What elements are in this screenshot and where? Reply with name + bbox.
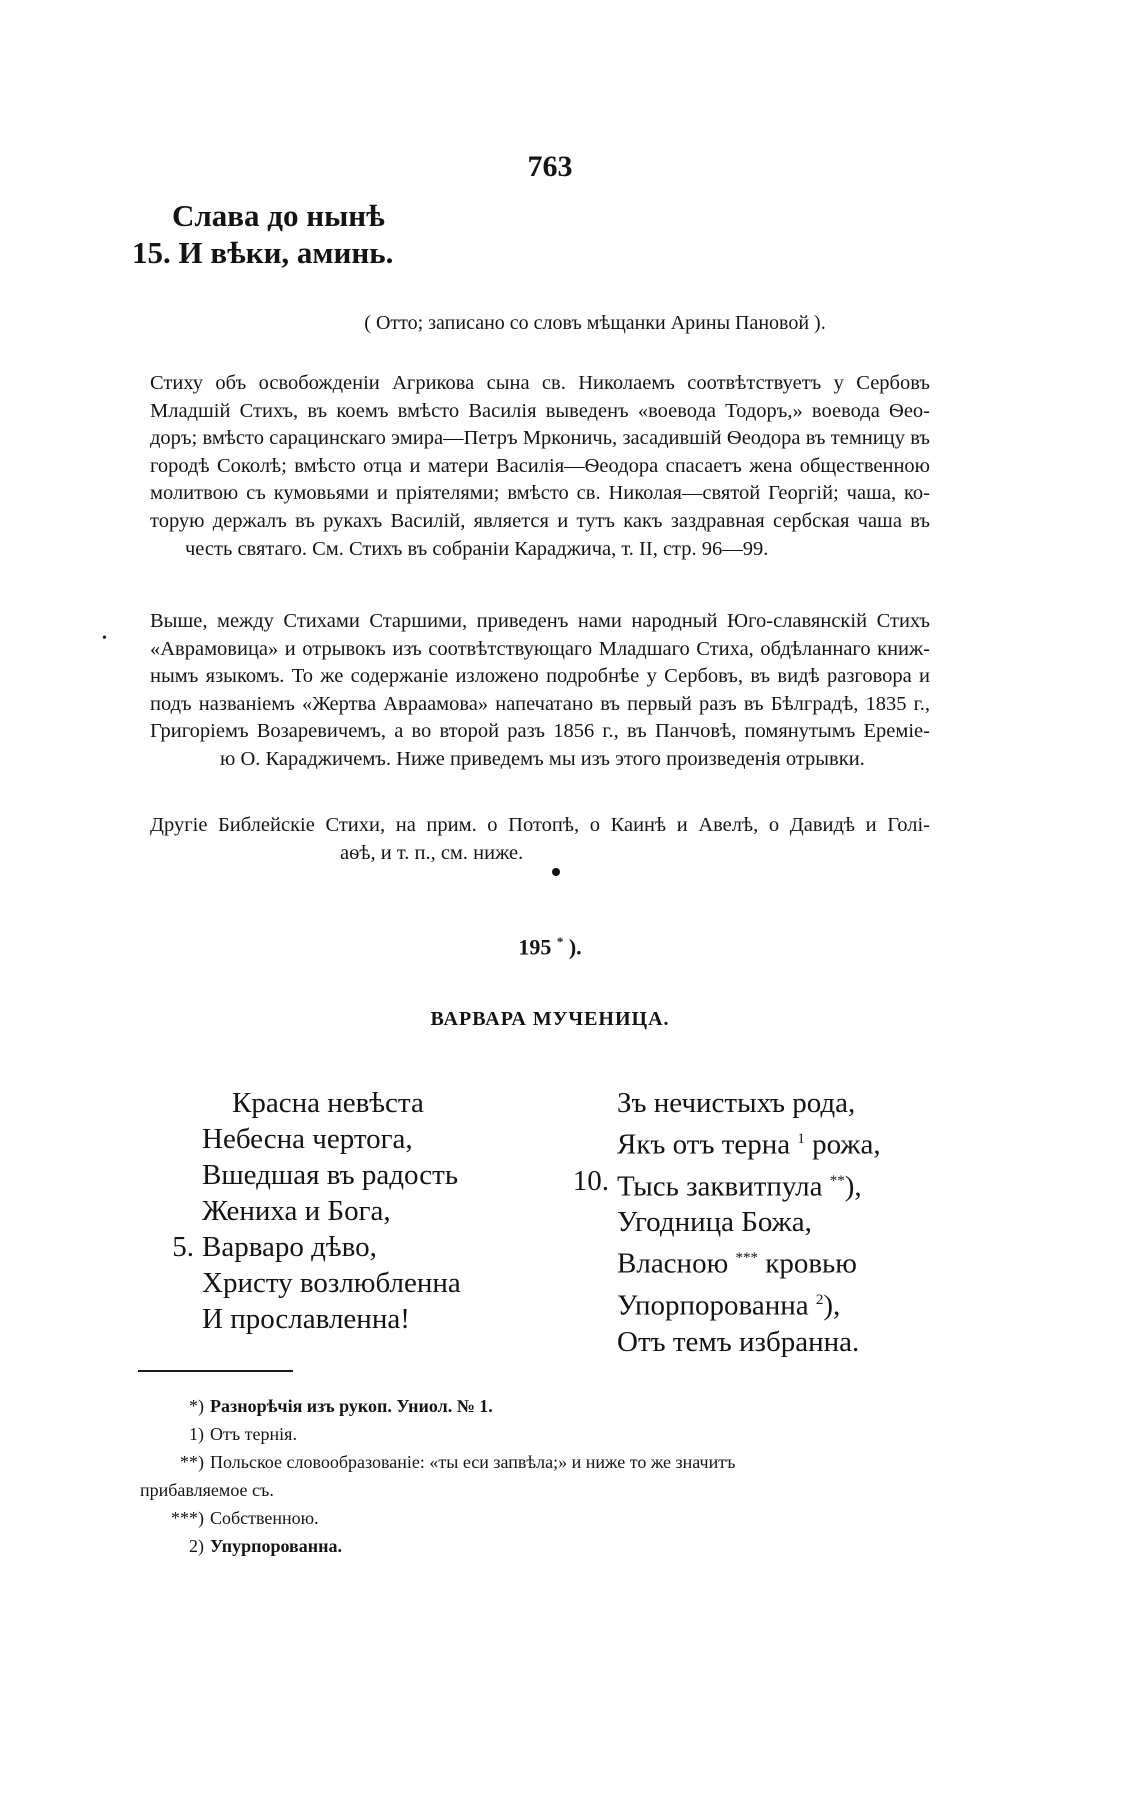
paragraph-line: молитвою съ кумовьями и пріятелями; вмѣсто св. Николая—святой Георгій; чаша, ко-	[150, 482, 930, 505]
poem-left-column	[172, 1085, 461, 1337]
verse-text: И вѣки, аминь.	[178, 235, 394, 270]
verse-number: 15.	[132, 235, 171, 270]
paragraph-line: доръ; вмѣсто сарацинскаго эмира—Петръ Мрконичь, засадившій Ѳеодора въ темницу въ	[150, 427, 930, 450]
footnote-ref: ***	[735, 1250, 758, 1267]
poem-line: Красна невѣста	[232, 1087, 424, 1119]
paragraph-line: «Аврамовица» и отрывокъ изъ соотвѣтствующаго Младшаго Стиха, обдѣланнаго книж-	[150, 637, 930, 660]
paragraph-line: городѣ Соколѣ; вмѣсто отца и матери Василія—Ѳеодора спасаетъ жена общественною	[150, 454, 930, 477]
poem-line: Власною *** кровью	[617, 1247, 857, 1280]
section-number-value: 195	[518, 934, 552, 960]
paragraph-line: подъ названіемъ «Жертва Авраамова» напечатано въ первый разъ въ Бѣлградѣ, 1835 г.,	[150, 692, 930, 715]
page-number: 763	[527, 150, 573, 183]
poem-line: Отъ темъ избранна.	[617, 1325, 860, 1358]
poem-line: Вшедшая въ радость	[202, 1159, 459, 1191]
poem-line: Упорпорованна $^2$),	[617, 1289, 841, 1322]
poem-line: Небесна чертога,	[202, 1123, 413, 1155]
poem-line: И прославленна!	[202, 1303, 410, 1335]
paragraph-line: Стиху объ освобожденіи Агрикова сына св. Николаемъ соотвѣтствуетъ у Сербовъ	[150, 372, 930, 394]
poem-title: ВАРВАРА МУЧЕНИЦА.	[430, 1008, 670, 1030]
margin-mark: •	[102, 631, 107, 646]
paragraph-other-verses	[150, 812, 930, 867]
footnote-continuation: прибавляемое съ.	[140, 1480, 274, 1500]
footnote: 2) Упурпорованна.	[189, 1536, 343, 1556]
poem-right-column	[572, 1085, 881, 1360]
paragraph-line: нымъ языкомъ. То же содержаніе изложено подробнѣе у Сербовъ, въ видѣ разговора и	[150, 665, 930, 688]
paragraph-line: торую держалъ въ рукахъ Василій, является и тутъ какъ заздравная сербская чаша въ	[150, 509, 930, 532]
paragraph-line: Другіе Библейскіе Стихи, на прим. о Потопѣ, о Каинѣ и Авелѣ, о Давидѣ и Голі-	[150, 814, 930, 836]
poem-line: Христу возлюбленна	[202, 1267, 461, 1299]
section-number	[0, 934, 1100, 960]
paragraph-line: аѳѣ, и т. п., см. ниже.	[340, 841, 524, 864]
paragraph-serbian-verse	[150, 370, 930, 563]
paragraph-line: честь святаго. См. Стихъ въ собраніи Караджича, т. II, стр. 96—99.	[185, 537, 769, 560]
footnote-ref: **	[829, 1172, 845, 1189]
verse-line-1: Слава до нынѣ	[172, 198, 385, 233]
paragraph-line: Выше, между Стихами Старшими, приведенъ нами народный Юго-славянскій Стихъ	[150, 610, 930, 632]
ink-dot	[552, 868, 560, 876]
poem-line: Зъ нечистыхъ рода,	[617, 1087, 856, 1119]
section-number-close: ).	[568, 934, 582, 960]
paragraph-line: ю О. Караджичемъ. Ниже приведемъ мы изъ этого произведенія отрывки.	[220, 747, 865, 770]
footnotes	[140, 1392, 940, 1560]
paragraph-avramovica	[150, 608, 930, 774]
section-note-ref: *	[556, 934, 564, 949]
poem-line: 10. Тысь заквитпула **),	[572, 1164, 862, 1203]
attribution: ( Отто; записано со словъ мѣщанки Арины Пановой ).	[364, 312, 826, 334]
poem-line: Якъ отъ терна $^1$ рожа,	[617, 1128, 881, 1161]
footnote: 1) Отъ тернія.	[189, 1424, 297, 1444]
footnote: **) Польское словообразованіе: «ты еси запвѣла;» и ниже то же значитъ	[180, 1452, 736, 1472]
footnote-ref: 2	[815, 1291, 824, 1308]
footnote: ***) Собственною.	[171, 1508, 319, 1528]
paragraph-line: Младшій Стихъ, въ коемъ вмѣсто Василія выведенъ «воевода Тодоръ,» воевода Ѳео-	[150, 399, 930, 422]
footnote-divider	[138, 1370, 293, 1372]
paragraph-line: Григоріемъ Возаревичемъ, а во второй разъ 1856 г., въ Панчовѣ, помянутымъ Ереміе-	[150, 720, 930, 743]
poem-line: Жениха и Бога,	[202, 1195, 391, 1227]
footnote-ref: 1	[797, 1131, 805, 1147]
poem-line-number: 10.	[572, 1164, 609, 1197]
poem-line-number: 5.	[172, 1231, 194, 1263]
poem-line: Угодница Божа,	[617, 1206, 812, 1239]
verse-line-15	[132, 235, 393, 271]
footnote: *) Разнорѣчія изъ рукоп. Униол. № 1.	[189, 1396, 493, 1416]
poem-line: 5. Варваро дѣво,	[172, 1231, 377, 1263]
